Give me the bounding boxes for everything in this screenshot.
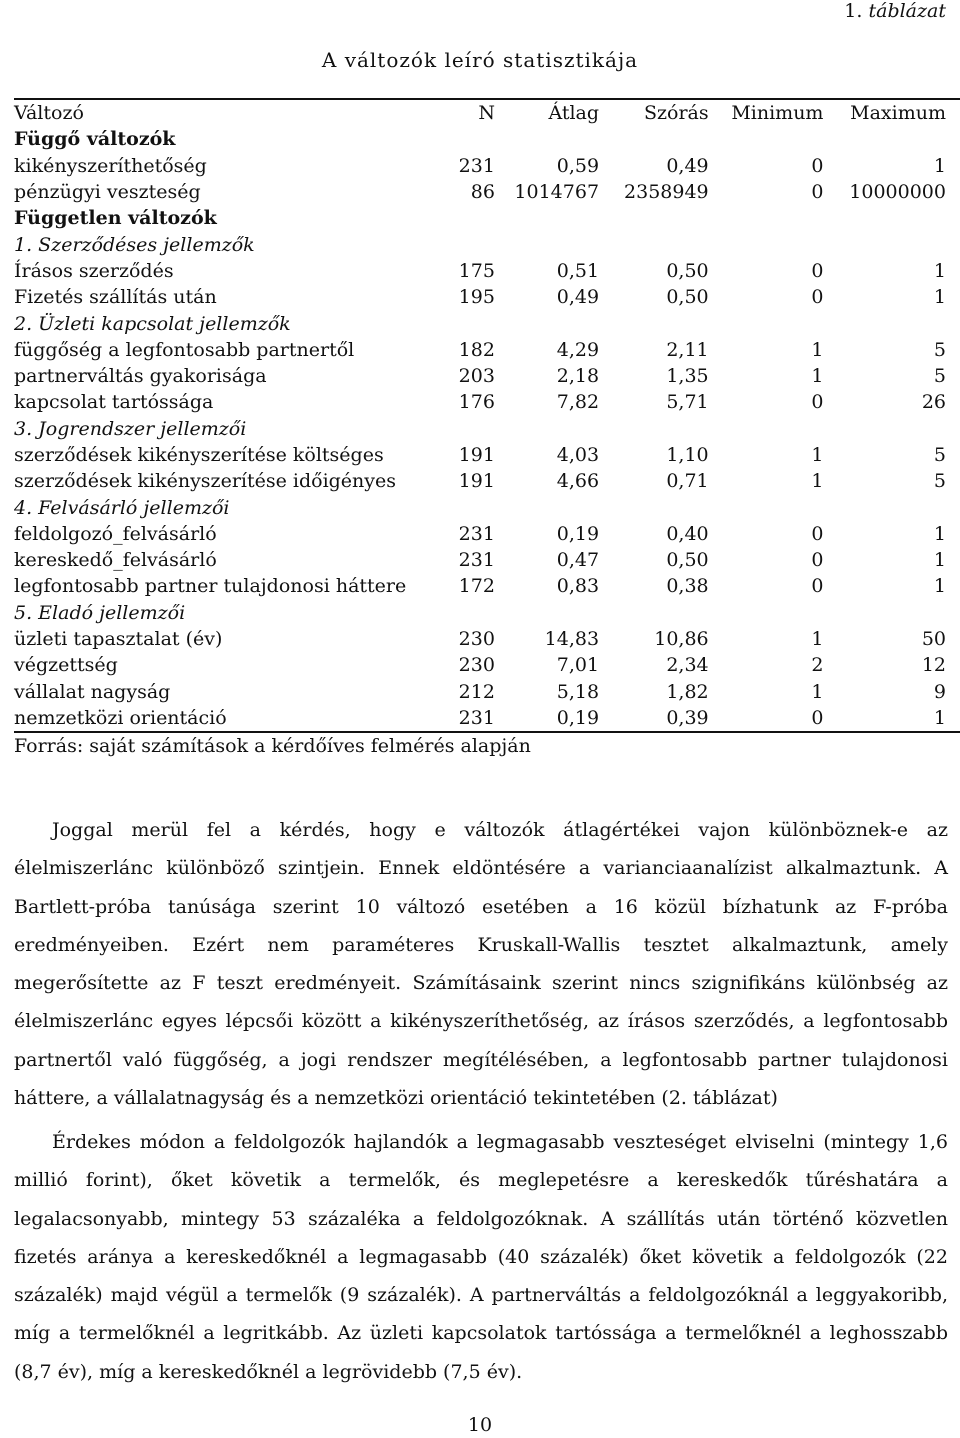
cell-name: feldolgozó_felvásárló (14, 522, 217, 545)
cell-min: 0 (811, 181, 824, 204)
table-row (14, 468, 960, 494)
table-label (844, 0, 946, 22)
section-header-row (14, 494, 960, 520)
cell-mean: 14,83 (544, 628, 600, 651)
cell-min: 1 (811, 365, 824, 388)
cell-mean: 7,01 (556, 654, 600, 677)
cell-max: 5 (933, 365, 946, 388)
cell-name: szerződések kikényszerítése költséges (14, 444, 384, 466)
section-header-row (14, 416, 960, 442)
section-title: 2. Üzleti kapcsolat jellemzők (14, 312, 291, 335)
cell-min: 0 (811, 286, 824, 309)
cell-sd: 2,34 (666, 654, 709, 677)
cell-name: vállalat nagyság (14, 680, 171, 703)
cell-n: 231 (458, 549, 495, 572)
cell-sd: 1,35 (666, 365, 709, 388)
cell-n: 212 (458, 680, 495, 703)
cell-sd: 0,50 (666, 286, 709, 309)
cell-sd: 0,39 (666, 706, 709, 729)
table-row (14, 442, 960, 468)
cell-max: 12 (921, 654, 946, 677)
column-header: Szórás (644, 102, 709, 125)
cell-n: 175 (458, 259, 495, 282)
table-row (14, 679, 960, 705)
cell-n: 176 (458, 391, 495, 414)
cell-max: 1 (933, 575, 946, 598)
cell-mean: 4,66 (556, 470, 600, 493)
cell-n: 172 (458, 575, 495, 598)
cell-name: pénzügyi veszteség (14, 181, 201, 204)
cell-mean: 1014767 (514, 181, 600, 204)
table-row (14, 363, 960, 389)
paragraph-text: Joggal merül fel a kérdés, hogy e változók átlagértékei vajon különböznek-e az élelmiszerlánc különböző szintjein. Ennek eldöntésére a varianciaanalízist alkalmaztunk. A Bartlett-próba tanúsága szerint 10 változó esetében a 16 közül bízhatunk az F-próba eredményeiben. Ezért nem paraméteres Kruskall-Wallis tesztet alkalmaztunk, amely megerősítette az F teszt eredményeit. Számításaink szerint nincs szignifikáns különbség az élelmiszerlánc egyes lépcsői között a kikényszeríthetőség, az írásos szerződés, a legfontosabb partnertől való függőség, a jogi rendszer megítélésében, a legfontosabb partner tulajdonosi háttere, a vállalatnagyság és a nemzetközi orientáció tekintetében (2. táblázat) (14, 819, 948, 1110)
cell-mean: 0,59 (556, 154, 600, 177)
paragraph-text: Érdekes módon a feldolgozók hajlandók a legmagasabb veszteséget elviselni (mintegy 1,6 millió forint), őket követik a termelők, és meglepetésre a kereskedők tűréshatára a legalacsonyabb, mintegy 53 százaléka a feldolgozóknak. A szállítás után történő közvetlen fizetés aránya a kereskedőknél a legmagasabb (40 százalék) őket követik a feldolgozók (22 százalék) majd végül a termelők (9 százalék). A partnerváltás a feldolgozóknál a leggyakoribb, míg a termelőknél a legritkább. Az üzleti kapcsolatok tartóssága a termelőknél a leghosszabb (8,7 év), míg a kereskedőknél a legrövidebb (7,5 év). (14, 1131, 948, 1383)
cell-max: 9 (933, 680, 946, 703)
cell-mean: 2,18 (556, 365, 600, 388)
cell-mean: 4,03 (556, 444, 600, 466)
cell-mean: 5,18 (556, 680, 600, 703)
cell-min: 1 (811, 470, 824, 493)
cell-n: 86 (470, 181, 495, 204)
cell-sd: 2,11 (666, 338, 709, 361)
cell-name: Írásos szerződés (14, 259, 174, 282)
section-title: 4. Felvásárló jellemzői (14, 496, 230, 519)
table-row (14, 389, 960, 415)
cell-max: 1 (933, 259, 946, 282)
cell-name: szerződések kikényszerítése időigényes (14, 470, 397, 493)
cell-name: üzleti tapasztalat (év) (14, 628, 223, 651)
cell-name: végzettség (14, 654, 118, 677)
cell-n: 230 (458, 628, 495, 651)
cell-min: 0 (811, 549, 824, 572)
cell-n: 231 (458, 706, 495, 729)
cell-name: kikényszeríthetőség (14, 154, 207, 177)
cell-n: 231 (458, 154, 495, 177)
cell-sd: 0,38 (666, 575, 709, 598)
table-row (14, 652, 960, 678)
table-row (14, 179, 960, 205)
table-row (14, 573, 960, 599)
cell-mean: 7,82 (556, 391, 600, 414)
section-title: Független változók (14, 207, 217, 230)
cell-min: 0 (811, 575, 824, 598)
cell-sd: 5,71 (666, 391, 709, 414)
cell-max: 1 (933, 286, 946, 309)
cell-name: partnerváltás gyakorisága (14, 365, 267, 388)
section-header-row (14, 310, 960, 336)
cell-n: 231 (458, 522, 495, 545)
cell-max: 1 (933, 549, 946, 572)
cell-mean: 4,29 (556, 338, 600, 361)
cell-name: nemzetközi orientáció (14, 706, 227, 729)
cell-min: 1 (811, 338, 824, 361)
section-title: 5. Eladó jellemzői (14, 601, 186, 624)
cell-max: 5 (933, 338, 946, 361)
table-word: táblázat (868, 0, 946, 22)
cell-mean: 0,47 (556, 549, 600, 572)
descriptive-statistics-table (14, 98, 960, 733)
cell-min: 0 (811, 154, 824, 177)
table-row (14, 258, 960, 284)
table-row (14, 626, 960, 652)
cell-min: 2 (811, 654, 824, 677)
cell-sd: 0,40 (666, 522, 709, 545)
cell-n: 195 (458, 286, 495, 309)
cell-n: 230 (458, 654, 495, 677)
section-header-row (14, 205, 960, 231)
table-number: 1. (844, 0, 863, 22)
cell-max: 1 (933, 154, 946, 177)
table-row (14, 337, 960, 363)
cell-max: 10000000 (849, 181, 946, 204)
cell-sd: 2358949 (624, 181, 709, 204)
cell-max: 5 (933, 470, 946, 493)
section-title: 3. Jogrendszer jellemzői (14, 417, 247, 440)
cell-mean: 0,51 (556, 259, 600, 282)
cell-min: 0 (811, 259, 824, 282)
cell-max: 26 (921, 391, 946, 414)
column-header: Minimum (731, 102, 824, 125)
cell-min: 1 (811, 628, 824, 651)
cell-name: kapcsolat tartóssága (14, 391, 214, 414)
cell-min: 1 (811, 444, 824, 466)
cell-sd: 0,49 (666, 154, 709, 177)
cell-max: 1 (933, 706, 946, 729)
table-row (14, 284, 960, 310)
cell-min: 0 (811, 706, 824, 729)
cell-sd: 0,50 (666, 549, 709, 572)
source-note: Forrás: saját számítások a kérdőíves felmérés alapján (14, 735, 531, 757)
cell-sd: 10,86 (654, 628, 709, 651)
cell-n: 203 (458, 365, 495, 388)
body-paragraph (14, 811, 948, 1117)
body-paragraph (14, 1123, 948, 1391)
cell-sd: 1,10 (666, 444, 709, 466)
cell-mean: 0,19 (556, 706, 600, 729)
column-header: Maximum (850, 102, 946, 125)
cell-n: 182 (458, 338, 495, 361)
cell-mean: 0,49 (556, 286, 600, 309)
table-header-row (14, 99, 960, 126)
cell-min: 0 (811, 391, 824, 414)
cell-mean: 0,19 (556, 522, 600, 545)
cell-max: 50 (921, 628, 946, 651)
column-header: Átlag (548, 102, 600, 125)
column-header: Változó (14, 102, 84, 125)
section-header-row (14, 231, 960, 257)
section-header-row (14, 126, 960, 152)
cell-sd: 0,71 (666, 470, 709, 493)
table-row (14, 547, 960, 573)
section-title: Függő változók (14, 128, 176, 151)
cell-n: 191 (458, 444, 495, 466)
cell-name: kereskedő_felvásárló (14, 549, 217, 572)
table-body (14, 126, 960, 732)
cell-min: 1 (811, 680, 824, 703)
cell-name: Fizetés szállítás után (14, 286, 217, 309)
cell-mean: 0,83 (556, 575, 600, 598)
table-row (14, 153, 960, 179)
section-title: 1. Szerződéses jellemzők (14, 233, 255, 256)
table-row (14, 521, 960, 547)
table-title: A változók leíró statisztikája (321, 48, 639, 72)
page-number: 10 (467, 1414, 493, 1436)
cell-max: 5 (933, 444, 946, 466)
cell-min: 0 (811, 522, 824, 545)
cell-max: 1 (933, 522, 946, 545)
cell-n: 191 (458, 470, 495, 493)
table-row (14, 705, 960, 732)
column-header: N (478, 102, 495, 125)
cell-sd: 0,50 (666, 259, 709, 282)
section-header-row (14, 600, 960, 626)
cell-sd: 1,82 (666, 680, 709, 703)
cell-name: legfontosabb partner tulajdonosi háttere (14, 575, 407, 598)
cell-name: függőség a legfontosabb partnertől (14, 338, 355, 361)
